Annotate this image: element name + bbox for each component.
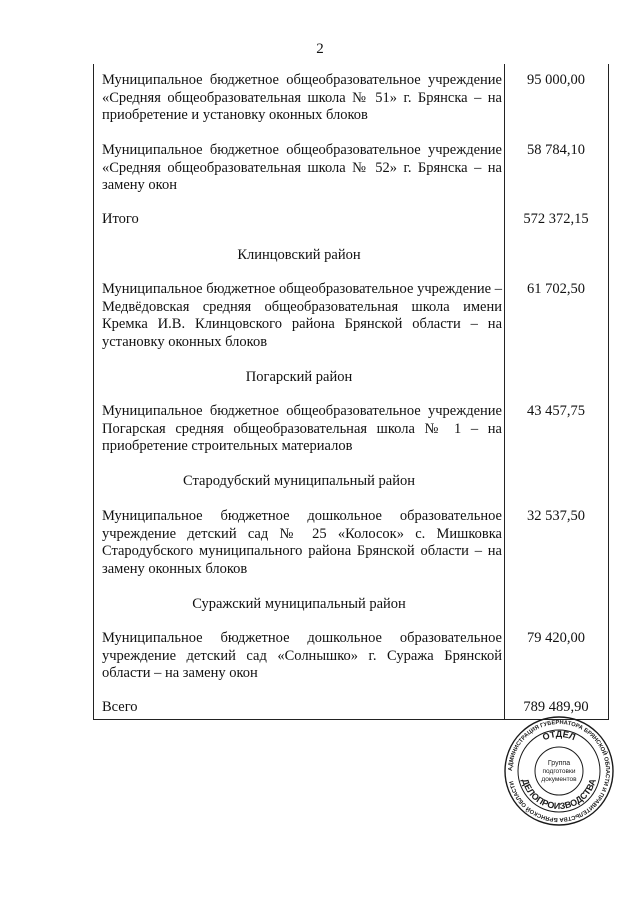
- row-amount: 58 784,10: [527, 142, 585, 158]
- stamp-inner-line: подготовки: [542, 768, 576, 775]
- column-divider: [504, 64, 505, 719]
- row-description: Муниципальное бюджетное дошкольное образовательное учреждение детский сад № 25 «Колосок» с. Мишковка Стародубского муниципального района Брянской области – на замену оконных блоков: [102, 508, 502, 577]
- row-description: Муниципальное бюджетное общеобразовательное учреждение Погарская средняя общеобразовательная школа № 1 – на приобретение строительных материалов: [102, 403, 502, 454]
- stamp-dept-bottom: ДЕЛОПРОИЗВОДСТВА: [520, 777, 598, 812]
- row-amount: 95 000,00: [527, 72, 585, 88]
- row-amount: 789 489,90: [523, 699, 589, 715]
- section-title: Погарский район: [245, 369, 353, 385]
- row-amount: 43 457,75: [527, 403, 585, 419]
- section-title: Стародубский муниципальный район: [183, 473, 415, 489]
- row-description: Муниципальное бюджетное дошкольное образовательное учреждение детский сад «Солнышко» г. Суража Брянской области – на замену окон: [102, 630, 502, 681]
- row-description: Муниципальное бюджетное общеобразовательное учреждение – Медвёдовская средняя общеобразовательная школа имени Кремка И.В. Клинцовского района Брянской области – на установку оконных блоков: [102, 281, 502, 350]
- row-amount: 32 537,50: [527, 508, 585, 524]
- round-stamp: [503, 715, 615, 827]
- row-description: Муниципальное бюджетное общеобразовательное учреждение «Средняя общеобразовательная школа № 51» г. Брянска – на приобретение и установку оконных блоков: [102, 72, 502, 123]
- budget-table: [93, 64, 609, 720]
- row-description: Всего: [102, 699, 138, 715]
- stamp-inner-line: Группа: [547, 760, 571, 767]
- section-title: Клинцовский район: [237, 247, 361, 263]
- stamp-dept-top: ОТДЕЛ: [541, 729, 577, 743]
- page-number: 2: [316, 41, 324, 57]
- row-amount: 572 372,15: [523, 211, 589, 227]
- row-description: Муниципальное бюджетное общеобразовательное учреждение «Средняя общеобразовательная школа № 52» г. Брянска – на замену окон: [102, 142, 502, 193]
- row-description: Итого: [102, 211, 139, 227]
- section-title: Суражский муниципальный район: [192, 596, 406, 612]
- stamp-outer-text: АДМИНИСТРАЦИЯ ГУБЕРНАТОРА БРЯНСКОЙ ОБЛАСТИ И ПРАВИТЕЛЬСТВА БРЯНСКОЙ ОБЛАСТИ: [507, 719, 611, 823]
- row-amount: 79 420,00: [527, 630, 585, 646]
- row-amount: 61 702,50: [527, 281, 585, 297]
- stamp-inner-line: документов: [541, 776, 577, 783]
